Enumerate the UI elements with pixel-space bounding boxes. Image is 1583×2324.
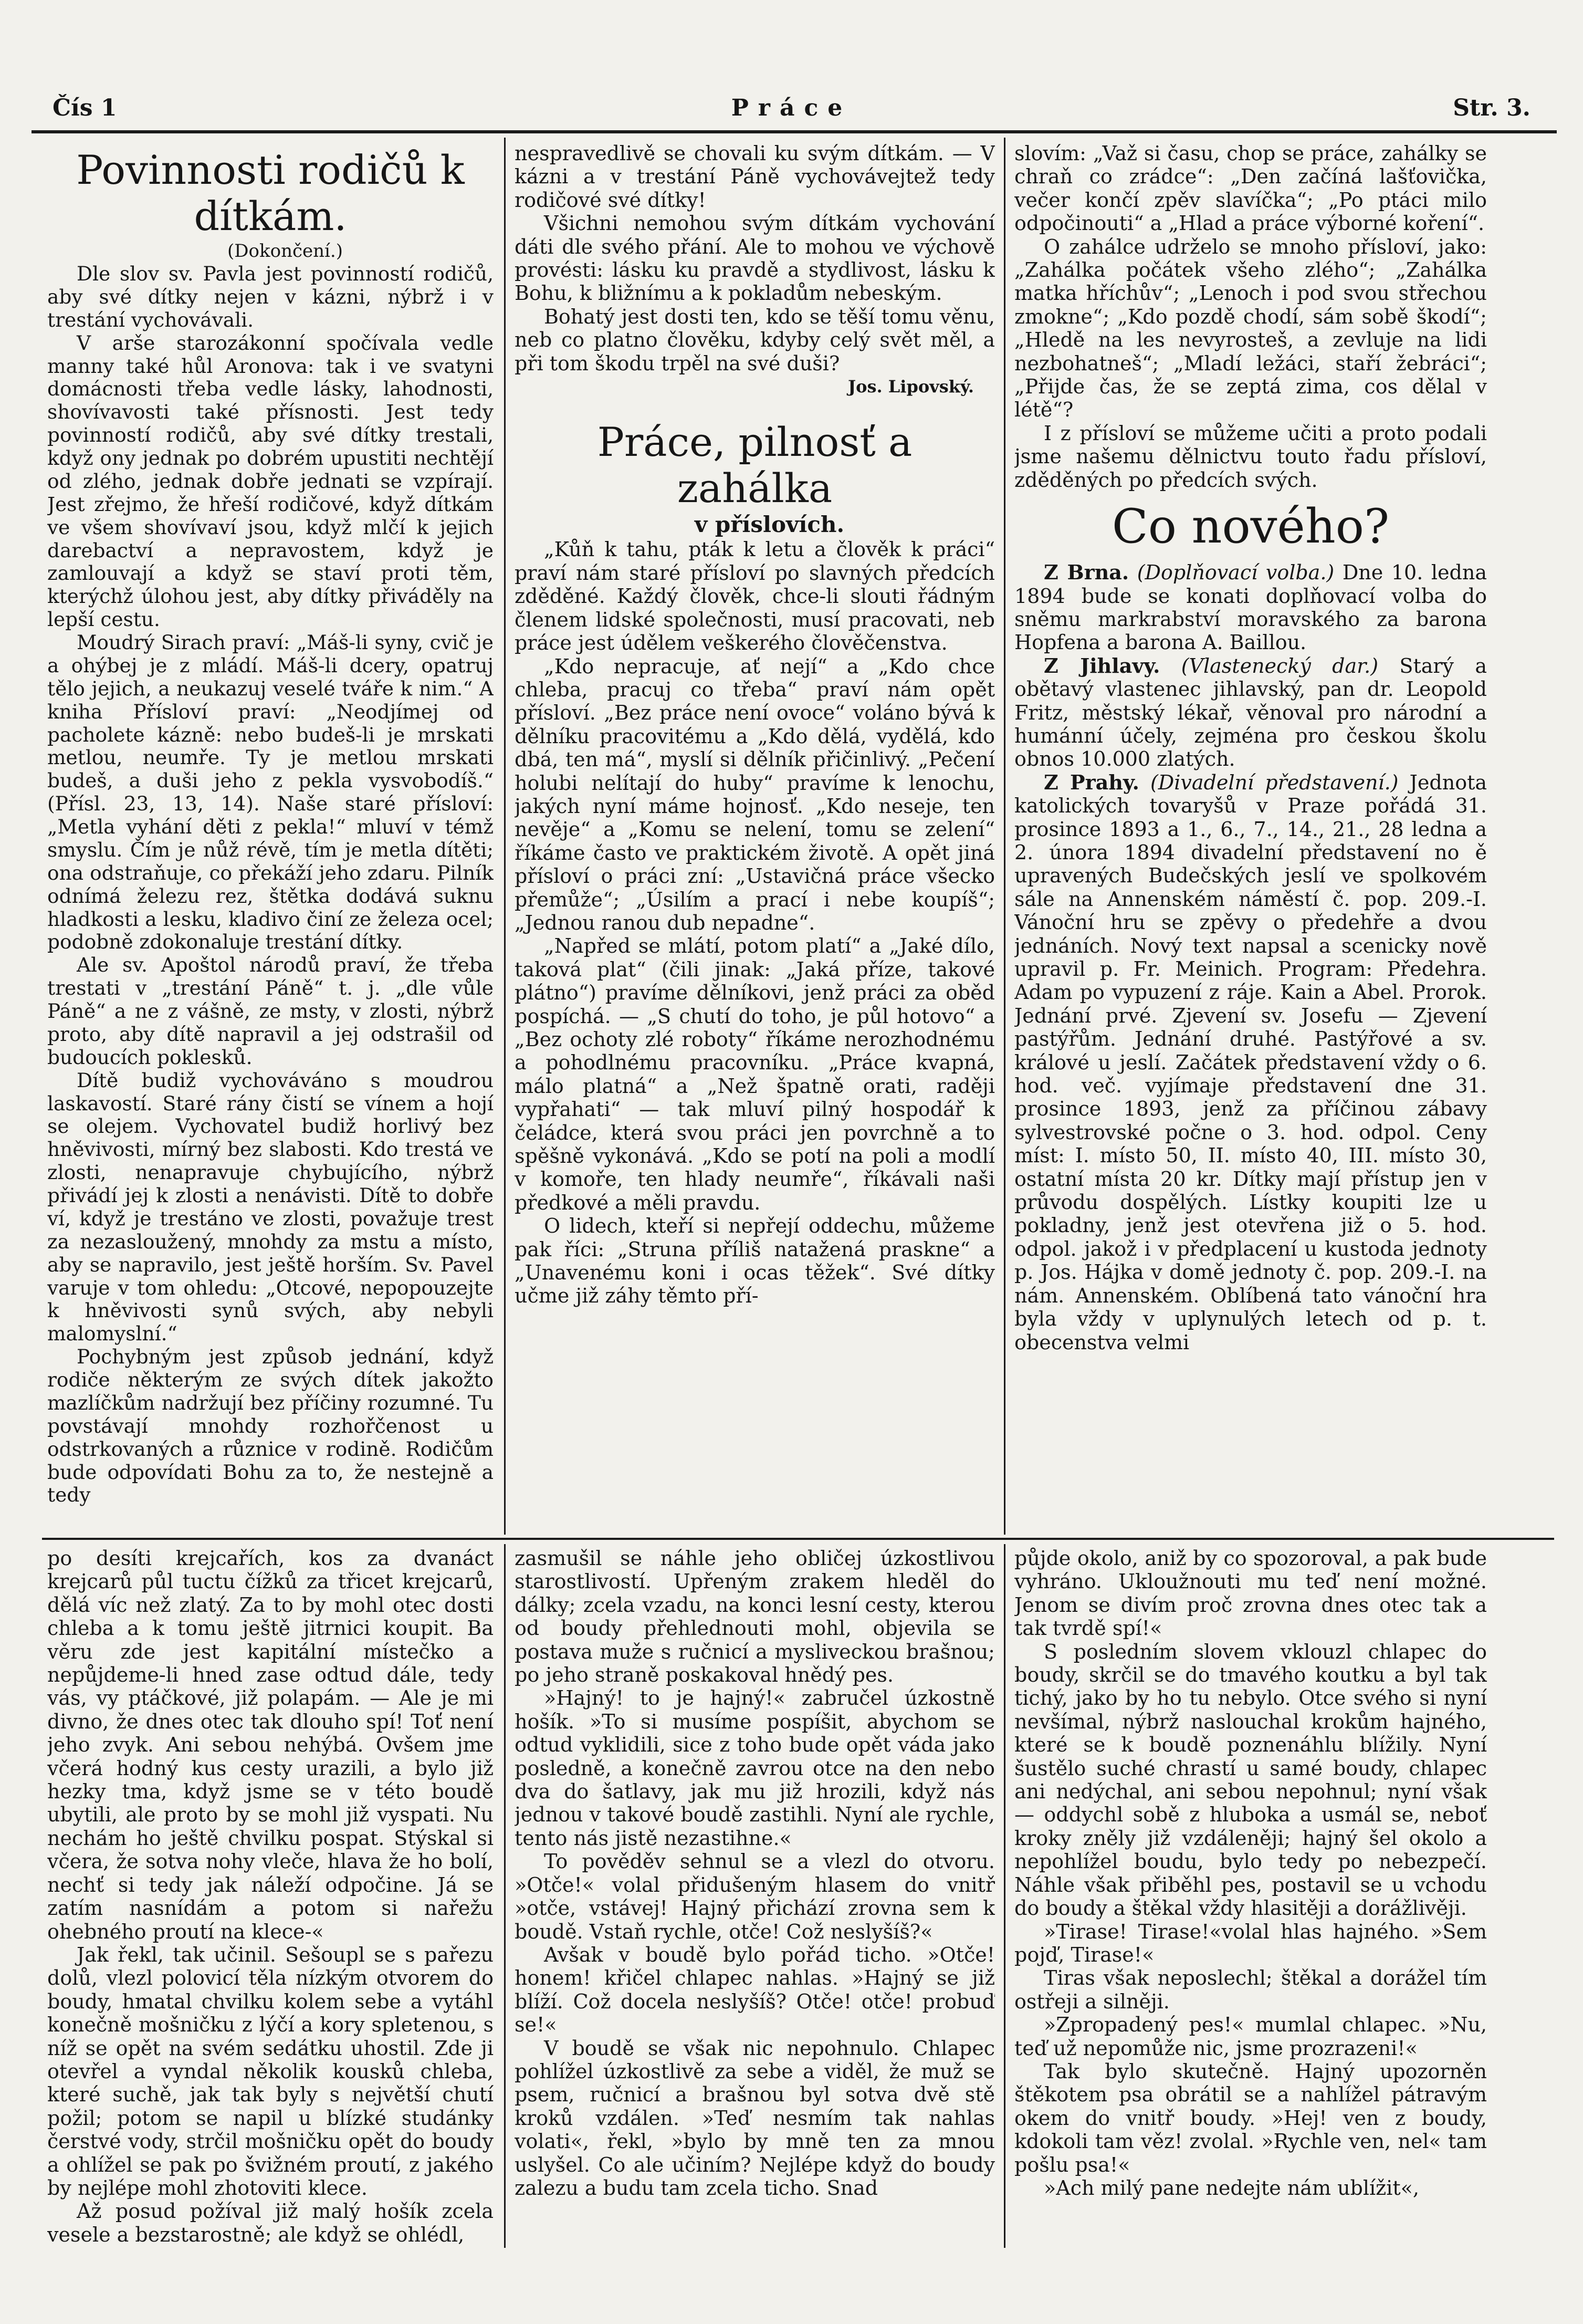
paragraph: S posledním slovem vklouzl chlapec do boudy, skrčil se do tmavého koutku a byl tak tichý, jako by ho tu nebylo. Otce svého si nyní nevšímal, nýbrž naslouchal krokům hajného, které se k boudě poznenáhlu blížily. Nyní šustělo suché chrastí u samé boudy, chlapec ani nedýchal, ani sebou nepohnul; nyní však — oddychl sobě z hluboka a usmál se, neboť kroky zněly již vzdáleněji; hajný šel okolo a nepohlížel boudu, bylo tedy po nebezpečí. Náhle však přiběhl pes, postavil se u vchodu do boudy a štěkal vždy hlasitěji a dorážlivěji.: [1014, 1640, 1487, 1920]
paragraph: Bohatý jest dosti ten, kdo se těší tomu věnu, neb co platno člověku, kdyby celý svět měl, a při tom škodu trpěl na své duši?: [515, 305, 995, 375]
paragraph: »Hajný! to je hajný!« zabručel úzkostně hošík. »To si musíme pospíšit, abychom se odtud vyklidili, sice z toho bude opět váda jako posledně, a konečně zavrou otce na den nebo dva do šatlavy, jak mu již hrozili, když nás jednou v takové boudě zastihli. Nyní ale rychle, tento nás jistě nezastihne.«: [515, 1686, 995, 1850]
newspaper-title: Práce: [731, 95, 852, 121]
paragraph: Avšak v boudě bylo pořád ticho. »Otče! honem! křičel chlapec nahlas. »Hajný se již blíží. Což docela neslyšíš? Otče! otče! probuď se!«: [515, 1943, 995, 2037]
news-tag: (Vlastenecký dar.): [1181, 654, 1379, 678]
news-tag: (Divadelní představení.): [1150, 770, 1399, 794]
article-title: Povinnosti rodičů k dítkám.: [76, 147, 465, 239]
page-number: Str. 3.: [1453, 95, 1530, 121]
column-rule: [1004, 138, 1005, 1535]
paragraph: Tiras však neposlechl; štěkal a dorážel tím ostřeji a silněji.: [1014, 1966, 1487, 2013]
paragraph: nespravedlivě se chovali ku svým dítkám. — V kázni a v trestání Páně vychovávejtež tedy rodičové své dítky!: [515, 142, 995, 212]
news-tag: (Doplňovací volba.): [1137, 561, 1335, 585]
author-signature: Jos. Lipovský.: [848, 377, 974, 397]
paragraph: Dle slov sv. Pavla jest povinností rodičů, aby své dítky nejen v kázni, nýbrž i v trestání vychovávali.: [47, 262, 494, 331]
paragraph: Ale sv. Apoštol národů praví, že třeba trestati v „trestání Páně“ t. j. „dle vůle Páně“ a ne z vášně, ze msty, v zlosti, nýbrž proto, aby dítě napravil a jej odstrašil od budoucích poklesků.: [47, 953, 494, 1069]
paragraph: Tak bylo skutečně. Hajný upozorněn štěkotem psa obrátil se a nahlížel pátravým okem do vnitř boudy. »Hej! ven z boudy, kdokoli tam věz! zvolal. »Rychle ven, nel« tam pošlu psa!«: [1014, 2059, 1487, 2176]
paragraph: „Napřed se mlátí, potom platí“ a „Jaké dílo, taková plat“ (čili jinak: „Jaká příze, takové plátno“) pravíme dělníkovi, jenž práci za oběd pospíchá. — „S chutí do toho, je půl hotovo“ a „Bez ochoty zlé roboty“ říkáme nerozhodnému a pohodlnému pracovníku. „Práce kvapná, málo platná“ a „Než špatně orati, raději vypřahati“ — tak mluví pilný hospodář k čeládce, která svou práci jen povrchně a to spěšně vykonává. „Kdo se potí na poli a modlí v komoře, ten hlady neumře“, říkávali naši předkové a měli pravdu.: [515, 934, 995, 1214]
news-column: [1014, 142, 1487, 1531]
news-section-title: Co nového?: [1112, 499, 1390, 555]
paragraph: Až posud požíval již malý hošík zcela vesele a bezstarostně; ale když se ohlédl,: [47, 2200, 494, 2246]
news-item: [1014, 654, 1487, 771]
issue-number: Čís 1: [53, 95, 117, 121]
article-subtitle: v příslovích.: [694, 512, 845, 538]
article-subtitle: (Dokončení.): [227, 241, 343, 262]
paragraph: »Tirase! Tirase!«volal hlas hajného. »Sem pojď, Tirase!«: [1014, 1920, 1487, 1966]
paragraph: V boudě se však nic nepohnulo. Chlapec pohlížel úzkostlivě za sebe a viděl, že muž se psem, ručnicí a brašnou byl sotva dvě stě kroků vzdálen. »Teď nesmím tak nahlas volati«, řekl, »bylo by mně ten za mnou uslyšel. Co ale učiním? Nejlépe když do boudy zalezu a budu tam zcela ticho. Snad: [515, 2036, 995, 2200]
paragraph: I z přísloví se můžeme učiti a proto podali jsme našemu dělnictvu touto řadu přísloví, zděděných po předcích svých.: [1014, 421, 1487, 492]
column-rule: [504, 138, 506, 1535]
news-text: Starý a obětavý vlastenec jihlavský, pan dr. Leopold Fritz, městský lékař, věnoval pro národní a humánní účely, zejména pro českou školu obnos 10.000 zlatých.: [1014, 654, 1487, 771]
paragraph: Dítě budiž vychováváno s moudrou laskavostí. Staré rány čistí se vínem a hojí se olejem. Vychovatel budiž horlivý bez hněvivosti, mírný bez slabosti. Kdo trestá ve zlosti, nenapravuje chybujícího, nýbrž přivádí jej k zlosti a nenávisti. Dítě to dobře ví, když je trestáno ve zlosti, považuje trest za nezasloužený, mnohdy za mstu a místo, aby se napravilo, jest ještě horším. Sv. Pavel varuje v tom ohledu: „Otcové, nepopouzejte k hněvivosti synů svých, aby nebyli malomyslní.“: [47, 1068, 494, 1346]
paragraph: »Zpropadený pes!« mumlal chlapec. »Nu, teď už nepomůže nic, jsme prozrazeni!«: [1014, 2013, 1487, 2060]
news-text: Jednota katolických tovaryšů v Praze pořádá 31. prosince 1893 a 1., 6., 7., 14., 21., 28 ledna a 2. února 1894 divadelní představení no ě upravených Budečských jeslí ve spolkovém sále na Annenském náměstí č. pop. 209.-I. Vánoční hru se zpěvy o předehře a dvou jednáních. Nový text napsal a scenicky nově upravil p. Fr. Meinich. Program: Předehra. Adam po vypuzení z ráje. Kain a Abel. Prorok. Jednání prvé. Zjevení sv. Josefu — Zjevení pastýřům. Jednání druhé. Pastýřové a sv. králové u jeslí. Začátek představení vždy o 6. hod. več. vyjímaje představení dne 31. prosince 1893, jenž za příčinou zábavy sylvestrovské počne o 3. hod. odpol. Ceny míst: I. místo 50, II. místo 40, III. místo 30, ostatní místa 20 kr. Dítky mají přístup jen v průvodu dospělých. Lístky koupiti lze u pokladny, jenž jest otevřena již o 5. hod. odpol. jakož i v předplacení u kustoda jednoty p. Jos. Hájka v domě jednoty č. pop. 209.-I. na nám. Annenském. Oblíbená tato vánoční hra byla vždy v uplynulých letech od p. t. obecenstva velmi: [1014, 770, 1487, 1354]
serial-story-column-3: [1014, 1547, 1487, 2248]
serial-story-column-2: [515, 1547, 995, 2248]
article-parenting-duties: [47, 147, 494, 1531]
article-work-and-idleness: [515, 142, 995, 1531]
news-place: Z Prahy.: [1044, 770, 1139, 794]
paragraph: Pochybným jest způsob jednání, když rodiče některým ze svých dítek jakožto mazlíčkům nadržují bez příčiny rozumné. Tu povstávají mnohdy rozhořčenost u odstrkovaných a různice v rodině. Rodičům bude odpovídati Bohu za to, že nestejně a tedy: [47, 1345, 494, 1507]
paragraph: zasmušil se náhle jeho obličej úzkostlivou starostlivostí. Upřeným zrakem hleděl do dálky; zcela vzadu, na konci lesní cesty, kterou od boudy přehlednouti mohl, objevila se postava muže s ručnicí a mysliveckou brašnou; po jeho straně poskakoval hnědý pes.: [515, 1547, 995, 1687]
paragraph: O zahálce udrželo se mnoho přísloví, jako: „Zahálka počátek všeho zlého“; „Zahálka matka hříchův“; „Lenoch i pod svou střechou zmokne“; „Kdo pozdě chodí, sám sobě škodí“; „Hledě na les nevyrosteš, a zevluje na lidi nezbohatneš“; „Mladí ležáci, staří žebráci“; „Přijde čas, že se zeptá zima, cos dělal v létě“?: [1014, 235, 1487, 422]
section-rule: [42, 1538, 1554, 1540]
article-title: Práce, pilnosť a zahálka: [597, 419, 913, 512]
paragraph: Moudrý Sirach praví: „Máš-li syny, cvič je a ohýbej je z mládí. Máš-li dcery, opatruj tělo jejich, a neukazuj veselé tváře k nim.“ A kniha Přísloví praví: „Neodjímej od pacholete kázně: nebo budeš-li je mrskati metlou, neumře. Ty je metlou mrskati budeš, a duši jeho z pekla vysvobodíš.“ (Přísl. 23, 13, 14). Naše staré přísloví: „Metla vyhání děti z pekla!“ mluví v témž smyslu. Čím je nůž révě, tím je metla dítěti; ona odstraňuje, co překáží jeho zdaru. Pilník odnímá železu rez, štětka dodává suknu hladkosti a lesku, kladivo činí ze železa ocel; podobně zdokonaluje trestání dítky.: [47, 631, 494, 954]
paragraph: To pověděv sehnul se a vlezl do otvoru. »Otče!« volal přidušeným hlasem do vnitř »otče, vstávej! Hajný přichází zrovna sem k boudě. Vstaň rychle, otče! Což neslyšíš?«: [515, 1850, 995, 1943]
column-rule: [504, 1544, 506, 2248]
paragraph: „Kůň k tahu, pták k letu a člověk k práci“ praví nám staré přísloví po slavných předcích zděděné. Každý člověk, chce-li slouti řádným členem lidské společnosti, musí pracovati, neb práce jest údělem veškerého člověčenstva.: [515, 538, 995, 655]
news-place: Z Jihlavy.: [1044, 653, 1160, 678]
paragraph: půjde okolo, aniž by co spozoroval, a pak bude vyhráno. Ukloužnouti mu teď není možné. Jenom se divím proč zrovna dnes otec tak a tak tvrdě spí!«: [1014, 1547, 1487, 1640]
news-item: [1014, 561, 1487, 654]
paragraph: O lidech, kteří si nepřejí oddechu, můžeme pak říci: „Struna příliš natažená praskne“ a „Unavenému koni i ocas těžek“. Své dítky učme již záhy těmto pří-: [515, 1214, 995, 1308]
news-place: Z Brna.: [1044, 560, 1129, 585]
header-rule: [32, 130, 1557, 133]
running-head: [47, 95, 1536, 126]
column-rule: [1004, 1544, 1005, 2248]
paragraph: »Ach milý pane nedejte nám ublížit«,: [1044, 2176, 1419, 2200]
paragraph: slovím: „Važ si času, chop se práce, zahálky se chraň co zrádce“: „Den začíná lašťovička, večer končí zpěv slavíčka“; „Po ptáci milo odpočinouti“ a „Hlad a práce výborné koření“.: [1014, 142, 1487, 235]
news-item: [1014, 771, 1487, 1354]
serial-story-column-1: [47, 1547, 494, 2248]
paragraph: „Kdo nepracuje, ať nejí“ a „Kdo chce chleba, pracuj co třeba“ praví nám opět přísloví. „Bez práce není ovoce“ voláno bývá k dělníku pracovitému a „Kdo dělá, vydělá, kdo dbá, ten má“, myslí si dělník přičinlivý. „Pečení holubi nelítají do huby“ pravíme k lenochu, jakých nyní máme hojnosť. „Kdo neseje, ten nevěje“ a „Komu se nelení, tomu se zelení“ říkáme často ve praktickém životě. A opět jiná přísloví o práci zní: „Ustavičná práce všecko přemůže“; „Úsilím a prací i nebe koupíš“; „Jednou ranou dub nepadne“.: [515, 654, 995, 934]
news-text: Dne 10. ledna 1894 bude se konati doplňovací volba do sněmu markrabství moravského za barona Hopfena a barona A. Baillou.: [1014, 561, 1487, 654]
paragraph: V arše starozákonní spočívala vedle manny také hůl Aronova: tak i ve svatyni domácnosti třeba vedle lásky, lahodnosti, shovívavosti také přísnosti. Jest tedy povinností rodičů, aby své dítky trestali, když ony jednak po dobrém upustiti nechtějí od zlého, jednak dobře jednati se vzpírají. Jest zřejmo, že hřeší rodičové, když dítkám ve všem shovívaví jsou, když mlčí k jejich darebactví a nepravostem, když je zamlouvají a když se staví proti těm, kterýchž úlohou jest, aby dítky přiváděly na lepší cestu.: [47, 331, 494, 631]
paragraph: po desíti krejcařích, kos za dvanáct krejcarů půl tuctu čížků za třicet krejcarů, dělá víc než zlatý. Za to by mohl otec dosti chleba a k tomu ještě jitrnici koupit. Ba věru zde jest kapitální místečko a nepůjdeme-li hned zase odtud dále, tedy vás, vy ptáčkové, již polapám. — Ale je mi divno, že dnes otec tak dlouho spí! Toť není jeho zvyk. Ani sebou nehýbá. Ovšem jme včerá hodný kus cesty urazili, a bylo již hezky tma, když jsme se v této boudě ubytili, ale proto by se mohl již vyspati. Nu nechám ho ještě chvilku pospat. Stýskal si včera, že sotva nohy vleče, hlava že ho bolí, nechť si tedy jak náleží odpočine. Já se zatím nasnídám a potom si nařežu ohebného proutí na klece-«: [47, 1547, 494, 1943]
paragraph: Všichni nemohou svým dítkám vychování dáti dle svého přání. Ale to mohou ve výchově provésti: lásku ku pravdě a stydlivost, lásku k Bohu, k bližnímu a k pokladům nebeským.: [515, 212, 995, 305]
paragraph: Jak řekl, tak učinil. Sešoupl se s pařezu dolů, vlezl polovicí těla nízkým otvorem do boudy, hmatal chvilku kolem sebe a vytáhl konečně mošničku z lýčí a kory spletenou, s níž se opět na svém sedátku uhostil. Zde ji otevřel a vyndal několik kousků chleba, které suchě, jak tak byly s největší chutí požil; potom se napil u blízké studánky čerstvé vody, strčil mošničku opět do boudy a ohlížel se pak po švižném proutí, z jakého by nejlépe mohl zhotoviti klece.: [47, 1943, 494, 2200]
